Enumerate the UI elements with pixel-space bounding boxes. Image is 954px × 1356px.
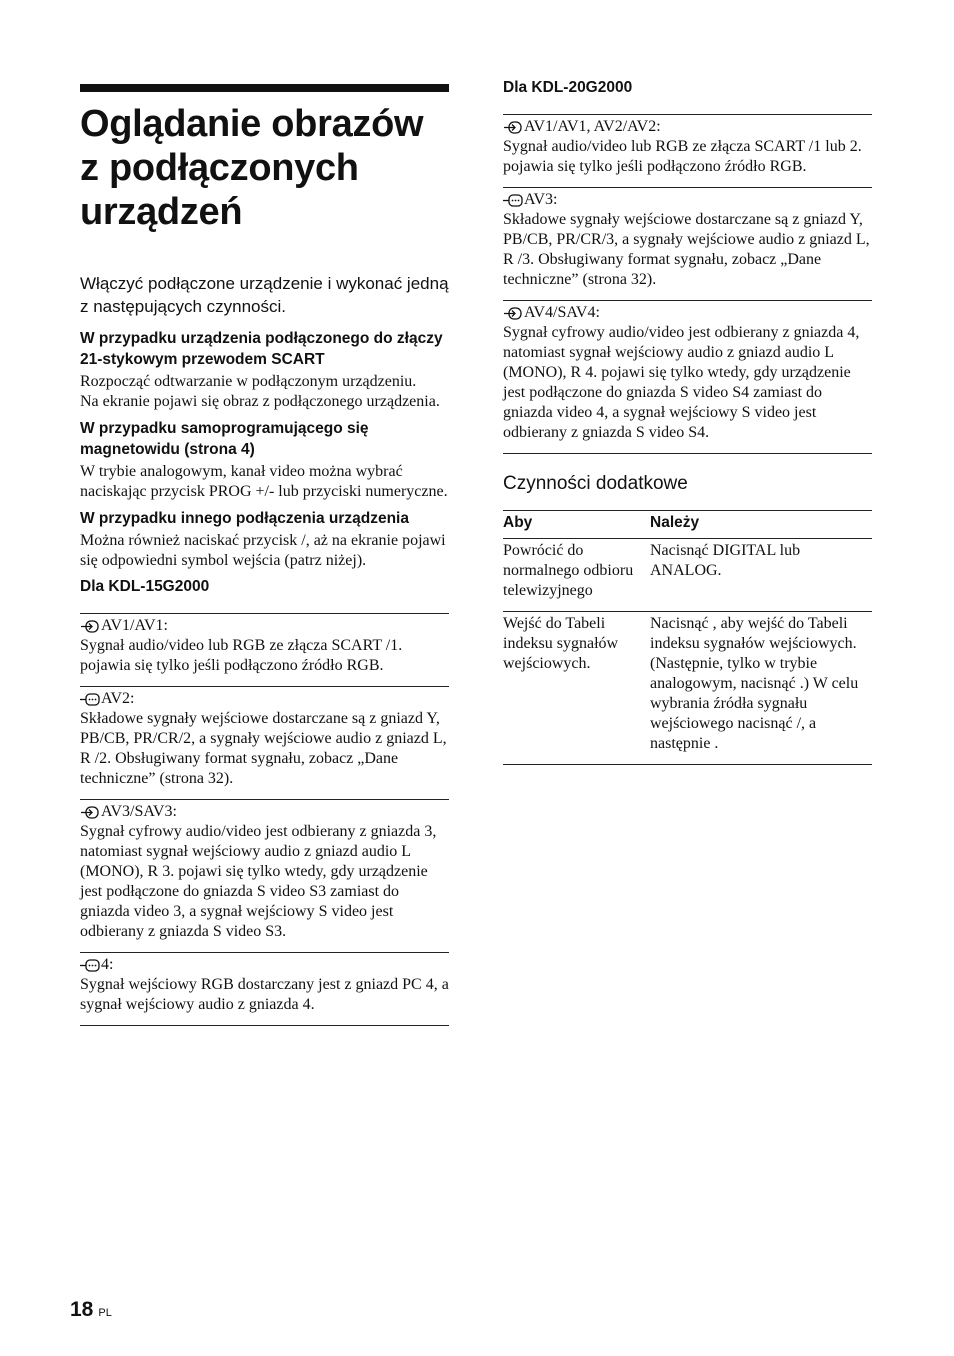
table-cell: Powrócić do normalnego odbioru telewizyjnego: [503, 539, 650, 612]
entry-label: AV3:: [524, 191, 558, 208]
entry-text: Sygnał audio/video lub RGB ze złącza SCART /1. pojawia się tylko jeśli podłączono źródło RGB.: [80, 637, 403, 674]
page-language: PL: [98, 1307, 112, 1319]
section-heading: W przypadku urządzenia podłączonego do złączy 21-stykowym przewodem SCART: [80, 330, 443, 368]
input-entry: [80, 686, 449, 799]
entry-label: 4:: [101, 956, 114, 973]
table-row: [503, 539, 872, 612]
section-vcr: [80, 418, 449, 502]
table-cell: Wejść do Tabeli indeksu sygnałów wejściowych.: [503, 612, 650, 765]
table-row: [503, 612, 872, 765]
table-header-row: [503, 511, 872, 539]
intro-text: Włączyć podłączone urządzenie i wykonać jedną z następujących czynności.: [80, 274, 449, 316]
section-other: [80, 508, 449, 571]
input-entry: [503, 187, 872, 300]
entry-text: Sygnał cyfrowy audio/video jest odbierany z gniazda 3, natomiast sygnał wejściowy audio z gniazd audio L (MONO), R 3. pojawi się tylko wtedy, gdy urządzenie jest podłączone do gniazda S video S3 zamiast do gniazda video 3, a sygnał wejściowy S video jest odbierany z gniazda S video S3.: [80, 823, 437, 940]
entry-text: Składowe sygnały wejściowe dostarczane są z gniazd Y, PB/CB, PR/CR/2, a sygnały wejściowe audio z gniazd L, R /2. Obsługiwany format sygnału, zobacz „Dane techniczne” (strona 32).: [80, 710, 447, 787]
entry-label: AV4/SAV4:: [524, 304, 600, 321]
entry-label: AV2:: [101, 690, 135, 707]
entry-text: Sygnał wejściowy RGB dostarczany jest z gniazd PC 4, a sygnał wejściowy audio z gniazda 4.: [80, 976, 449, 1013]
section-paragraph: W trybie analogowym, kanał video można wybrać naciskając przycisk PROG +/- lub przyciski numeryczne.: [80, 463, 448, 500]
kdl20-entries: [503, 114, 872, 454]
entry-text: Składowe sygnały wejściowe dostarczane są z gniazd Y, PB/CB, PR/CR/3, a sygnały wejściowe audio z gniazd L, R /3. Obsługiwany format sygnału, zobacz „Dane techniczne” (strona 32).: [503, 211, 870, 288]
entry-label: AV3/SAV3:: [101, 803, 177, 820]
page-title: Oglądanie obrazów z podłączonych urządzeń: [80, 103, 424, 233]
section-scart: [80, 328, 449, 412]
entry-label: AV1/AV1:: [101, 617, 168, 634]
kdl15-heading: Dla KDL-15G2000: [80, 578, 210, 595]
input-dots-icon: [80, 693, 100, 706]
input-dots-icon: [80, 959, 100, 972]
extras-heading: Czynności dodatkowe: [503, 473, 688, 494]
kdl20-heading: Dla KDL-20G2000: [503, 79, 633, 96]
input-arrow-icon: [80, 620, 100, 633]
extras-table: [503, 510, 872, 765]
section-heading: W przypadku innego podłączenia urządzenia: [80, 510, 409, 527]
kdl15-entries: [80, 613, 449, 1026]
page-footer: [70, 1298, 112, 1322]
table-cell: Nacisnąć , aby wejść do Tabeli indeksu sygnałów wejściowych. (Następnie, tylko w trybie analogowym, nacisnąć .) W celu wybrania źródła sygnału wejściowego nacisnąć /, a następnie .: [650, 612, 872, 765]
column-header: Aby: [503, 511, 650, 539]
section-paragraph: Można również naciskać przycisk /, aż na ekranie pojawi się odpowiedni symbol wejścia (patrz niżej).: [80, 532, 446, 569]
input-entry: [80, 613, 449, 686]
entry-text: Sygnał audio/video lub RGB ze złącza SCART /1 lub 2. pojawia się tylko jeśli podłączono źródło RGB.: [503, 138, 862, 175]
input-entry: [80, 799, 449, 952]
section-paragraph: Na ekranie pojawi się obraz z podłączonego urządzenia.: [80, 393, 440, 410]
input-arrow-icon: [503, 121, 523, 134]
left-column: [80, 84, 449, 1026]
section-paragraph: Rozpocząć odtwarzanie w podłączonym urządzeniu.: [80, 373, 417, 390]
input-arrow-icon: [80, 806, 100, 819]
input-entry: [503, 114, 872, 187]
input-entry: [80, 952, 449, 1025]
page-number: 18: [70, 1298, 94, 1321]
table-cell: Nacisnąć DIGITAL lub ANALOG.: [650, 539, 872, 612]
input-dots-icon: [503, 194, 523, 207]
input-entry: [503, 300, 872, 453]
right-column: [503, 78, 872, 765]
section-heading: W przypadku samoprogramującego się magnetowidu (strona 4): [80, 420, 369, 458]
entry-label: AV1/AV1, AV2/AV2:: [524, 118, 661, 135]
input-arrow-icon: [503, 307, 523, 320]
entry-text: Sygnał cyfrowy audio/video jest odbierany z gniazda 4, natomiast sygnał wejściowy audio z gniazd audio L (MONO), R 4. pojawi się tylko wtedy, gdy urządzenie jest podłączone do gniazda S video S4 zamiast do gniazda video 4, a sygnał wejściowy S video jest odbierany z gniazda S video S4.: [503, 324, 860, 441]
column-header: Należy: [650, 511, 872, 539]
title-rule: [80, 84, 449, 92]
